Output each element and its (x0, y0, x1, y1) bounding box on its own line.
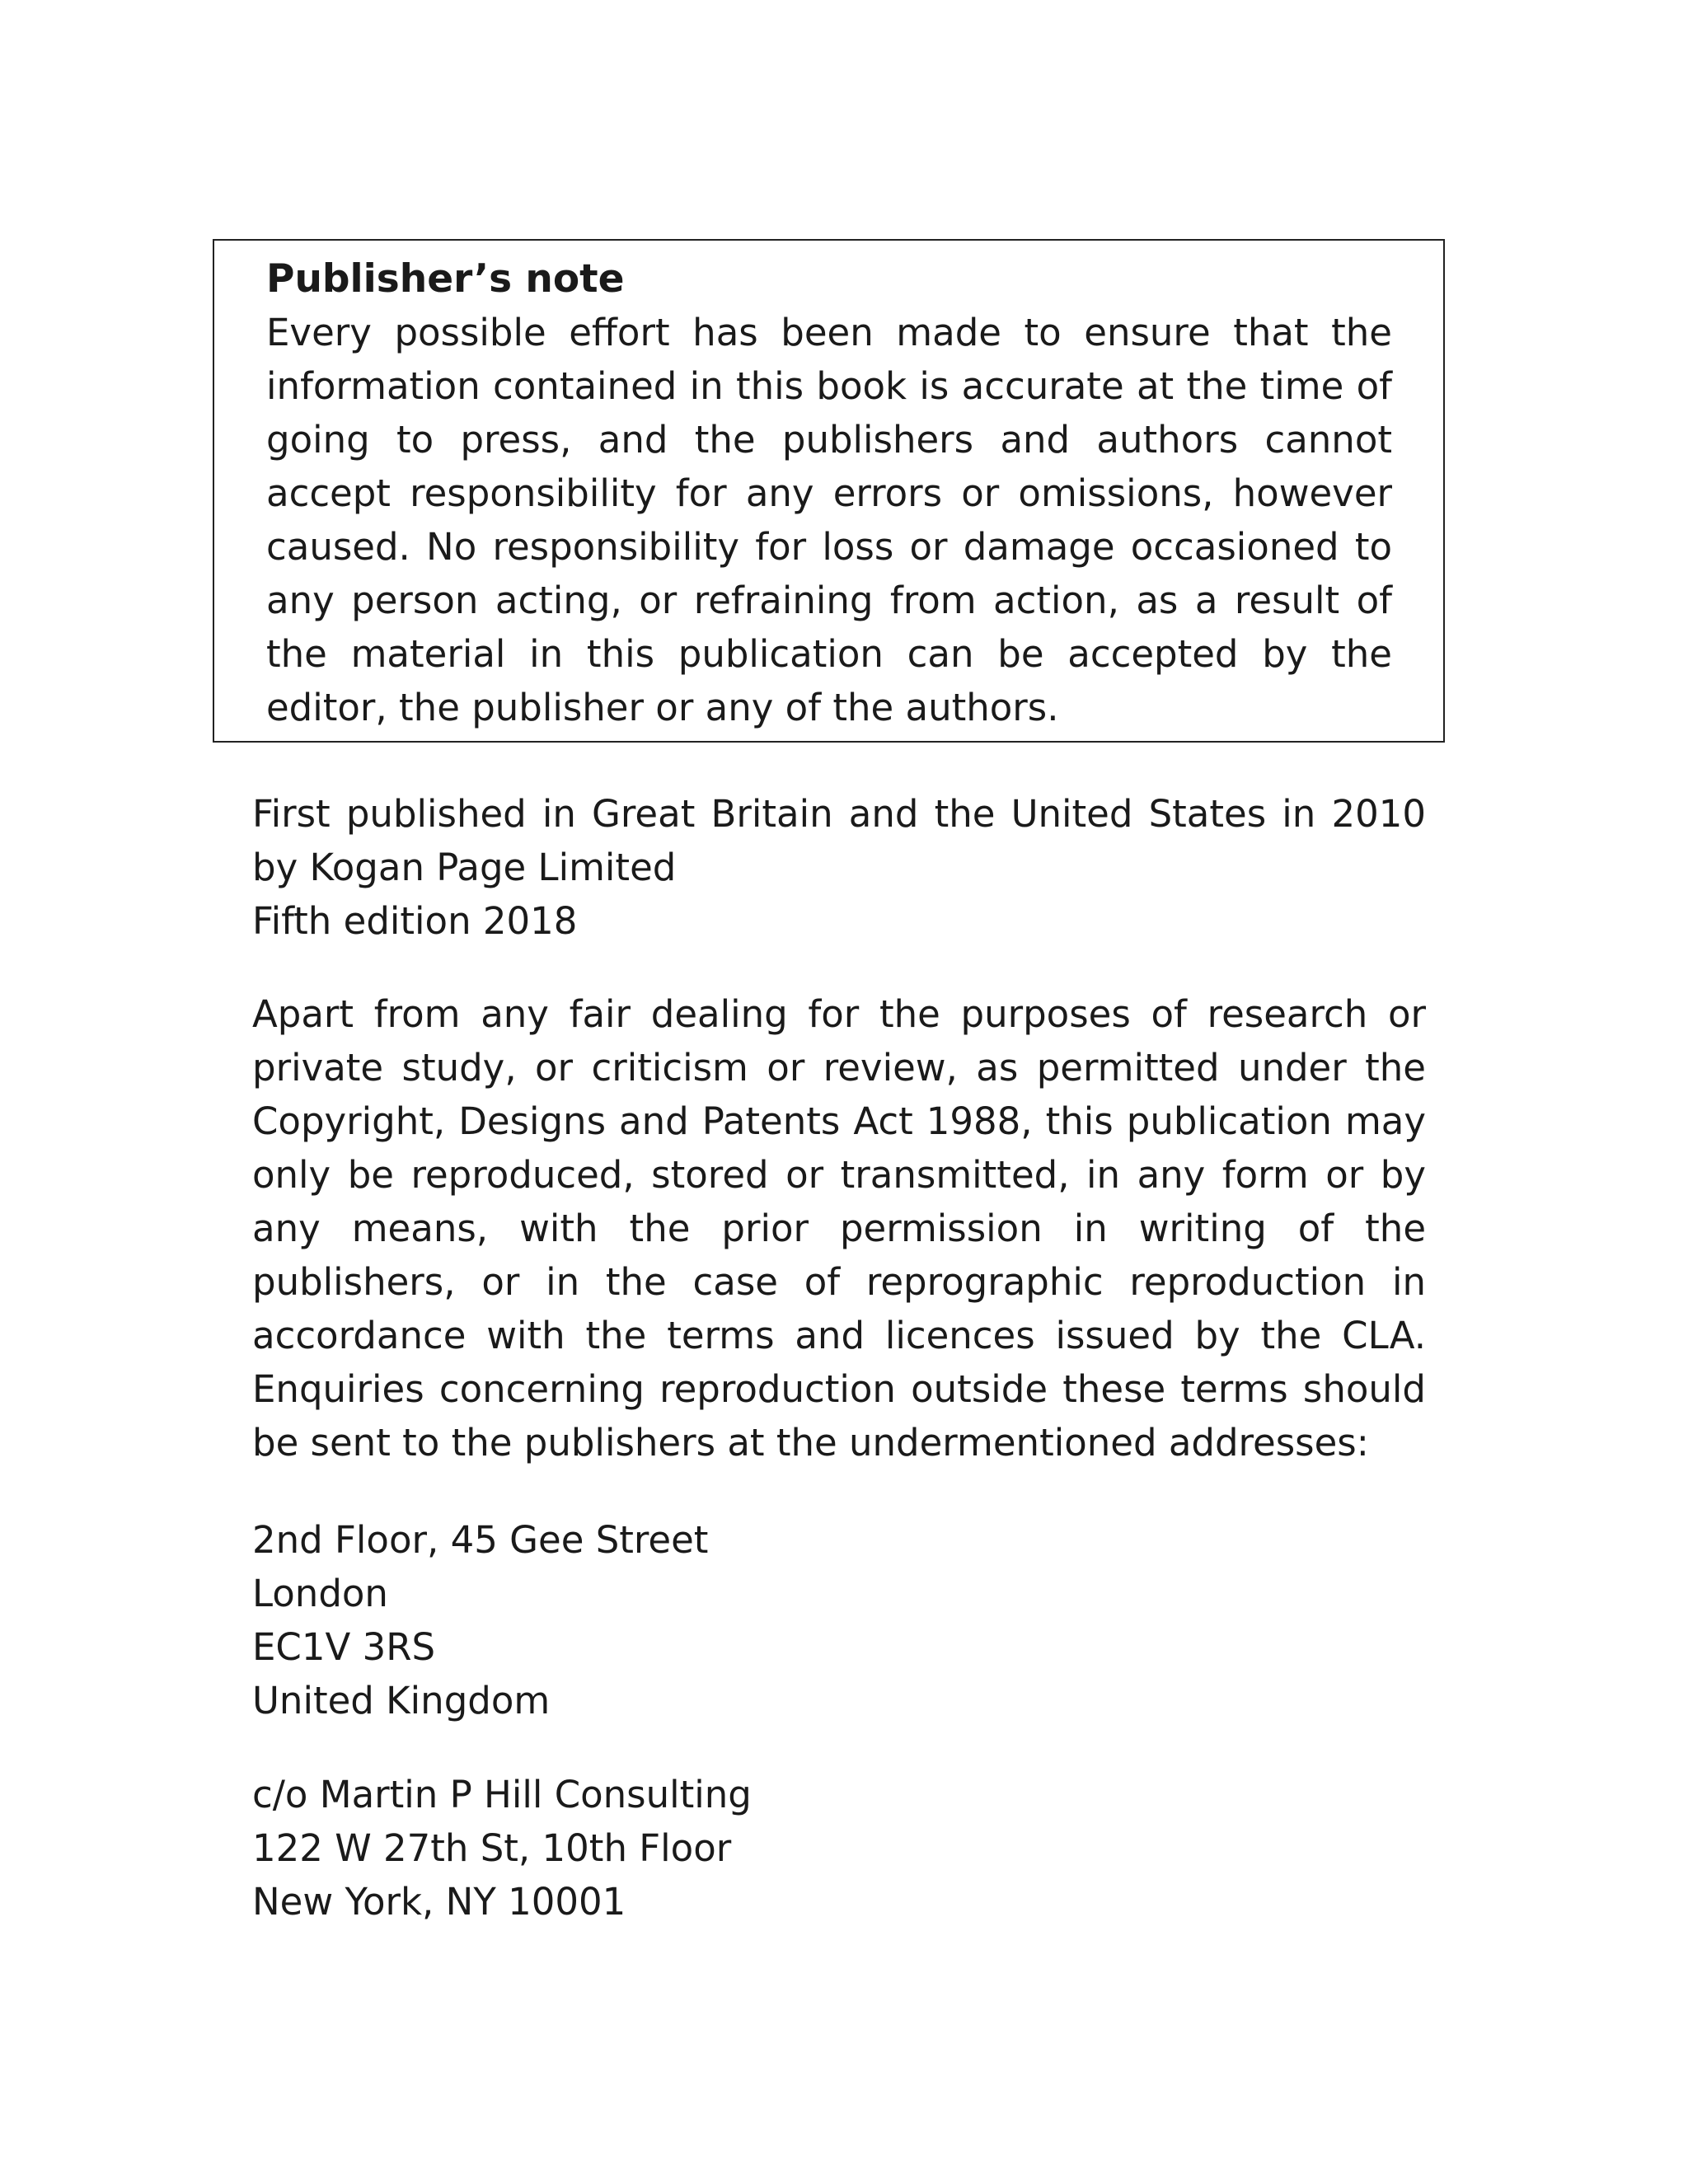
publishers-note-title: Publisher’s note (266, 256, 625, 302)
uk-address-line: EC1V 3RS (252, 1625, 436, 1669)
first-published-line: First published in Great Britain and the United States in 2010 by Kogan Page Limited (252, 792, 1426, 889)
copyright-notice: Apart from any fair dealing for the purposes of research or private study, or criticism or review, as permitted under the Copyright, Designs and Patents Act 1988, this publication may only be reproduced, stored or transmitted, in any form or by any means, with the prior permission in writing of the publishers, or in the case of reprographic reproduction in accordance with the terms and licences issued by the CLA. Enquiries concerning reproduction outside these terms should be sent to the publishers at the undermentioned addresses: (252, 992, 1426, 1465)
uk-address-line: United Kingdom (252, 1679, 551, 1722)
edition-line: Fifth edition 2018 (252, 899, 578, 943)
publishers-note-text: Every possible effort has been made to ensure that the information contained in this book is accurate at the time of going to press, and the publishers and authors cannot accept responsibility for any errors or omissions, however caused. No responsibility for loss or damage occasioned to any person acting, or refraining from action, as a result of the material in this publication can be accepted by the editor, the publisher or any of the authors. (266, 311, 1392, 729)
us-address-line: New York, NY 10001 (252, 1880, 626, 1924)
uk-address-line: London (252, 1572, 388, 1615)
us-address (252, 1768, 1426, 1929)
uk-address (252, 1513, 1426, 1727)
us-address-line: 122 W 27th St, 10th Floor (252, 1826, 732, 1870)
publishers-note-box (213, 239, 1445, 743)
uk-address-line: 2nd Floor, 45 Gee Street (252, 1518, 709, 1562)
us-address-line: c/o Martin P Hill Consulting (252, 1773, 752, 1816)
publication-history (252, 787, 1426, 948)
